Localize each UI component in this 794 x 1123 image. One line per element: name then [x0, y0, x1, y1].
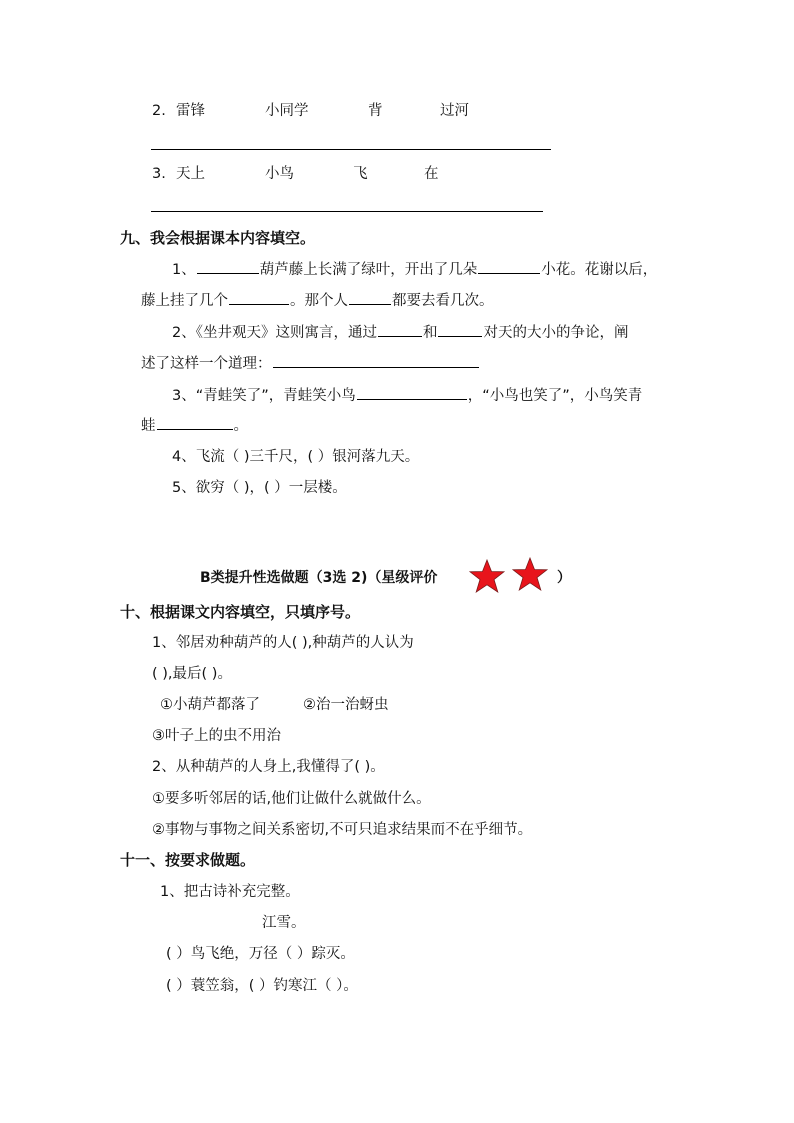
question-text: 小花。花谢以后，	[541, 262, 658, 278]
blank[interactable]	[438, 322, 482, 337]
word-card: 雷锋	[176, 103, 205, 119]
question-text: 2、《坐井观天》这则寓言，通过	[172, 325, 377, 341]
blank[interactable]	[229, 290, 289, 305]
option-3: ③叶子上的虫不用治	[152, 728, 281, 744]
star-icon	[468, 558, 506, 594]
word-card: 小同学	[265, 103, 309, 119]
option-2: ②治一治蚜虫	[303, 697, 389, 713]
question-text: 述了这样一个道理：	[141, 356, 272, 372]
blank[interactable]	[357, 385, 467, 400]
blank[interactable]	[378, 322, 422, 337]
poem-title: 江雪。	[262, 915, 306, 931]
option-5: ②事物与事物之间关系密切,不可只追求结果而不在乎细节。	[152, 822, 533, 838]
blank[interactable]	[157, 415, 233, 430]
question-text: 。那个人	[290, 293, 348, 309]
question-text: ，“小鸟也笑了”，小鸟笑青	[467, 388, 643, 404]
question-11-1: 1、把古诗补充完整。	[160, 884, 300, 900]
question-text: 藤上挂了几个	[141, 293, 228, 309]
question-text: 和	[422, 325, 438, 341]
blank[interactable]	[349, 290, 391, 305]
word-card: 飞	[353, 166, 368, 182]
word-card: 天上	[176, 166, 205, 182]
question-text: 3、“青蛙笑了”，青蛙笑小鸟	[172, 388, 356, 404]
question-10-1-cont: ( ),最后( )。	[152, 666, 232, 682]
answer-line[interactable]	[151, 149, 551, 150]
word-card: 在	[424, 166, 439, 182]
question-9-3	[172, 385, 642, 406]
question-text: 蛙	[141, 418, 156, 434]
word-card: 背	[368, 103, 383, 119]
blank[interactable]	[197, 259, 259, 274]
question-9-2	[172, 322, 628, 343]
question-10-2: 2、从种葫芦的人身上,我懂得了( )。	[152, 759, 385, 775]
option-1: ①小葫芦都落了	[160, 697, 260, 713]
option-4: ①要多听邻居的话,他们让做什么就做什么。	[152, 791, 431, 807]
question-number: 1、	[172, 262, 196, 278]
blank[interactable]	[478, 259, 540, 274]
answer-line[interactable]	[151, 211, 543, 212]
question-text: 葫芦藤上长满了绿叶，开出了几朵	[259, 262, 478, 278]
question-text: 对天的大小的争论，阐	[483, 325, 629, 341]
item-number: 3.	[152, 166, 166, 182]
section-heading-11: 十一、按要求做题。	[120, 851, 256, 869]
question-9-4: 4、飞流（ )三千尺，( ）银河落九天。	[172, 449, 420, 465]
question-text: 都要去看几次。	[392, 293, 494, 309]
section-heading-9: 九、我会根据课本内容填空。	[120, 229, 316, 247]
question-9-5: 5、欲穷（ )，( ）一层楼。	[172, 480, 347, 496]
poem-line-1: ( ）鸟飞绝，万径（ ）踪灭。	[166, 946, 355, 962]
question-9-1-cont	[141, 290, 494, 311]
star-icon	[511, 556, 549, 592]
section-b-title-end: ）	[557, 570, 571, 586]
section-b-title	[200, 568, 437, 588]
poem-line-2: ( ）蓑笠翁，( ）钓寒江（ ）。	[166, 978, 358, 994]
blank[interactable]	[273, 353, 479, 368]
question-9-2-cont	[141, 353, 480, 374]
question-text: 。	[233, 418, 248, 434]
question-9-3-cont	[141, 415, 248, 436]
section-heading-10: 十、根据课文内容填空，只填序号。	[120, 603, 361, 621]
item-number: 2.	[152, 103, 166, 119]
section-b-title-text: B类提升性选做题（3选 2)（星级评价	[200, 570, 438, 586]
word-card: 小鸟	[265, 166, 294, 182]
question-10-1: 1、邻居劝种葫芦的人( ),种葫芦的人认为	[152, 635, 414, 651]
question-9-1	[172, 259, 657, 280]
word-card: 过河	[440, 103, 469, 119]
